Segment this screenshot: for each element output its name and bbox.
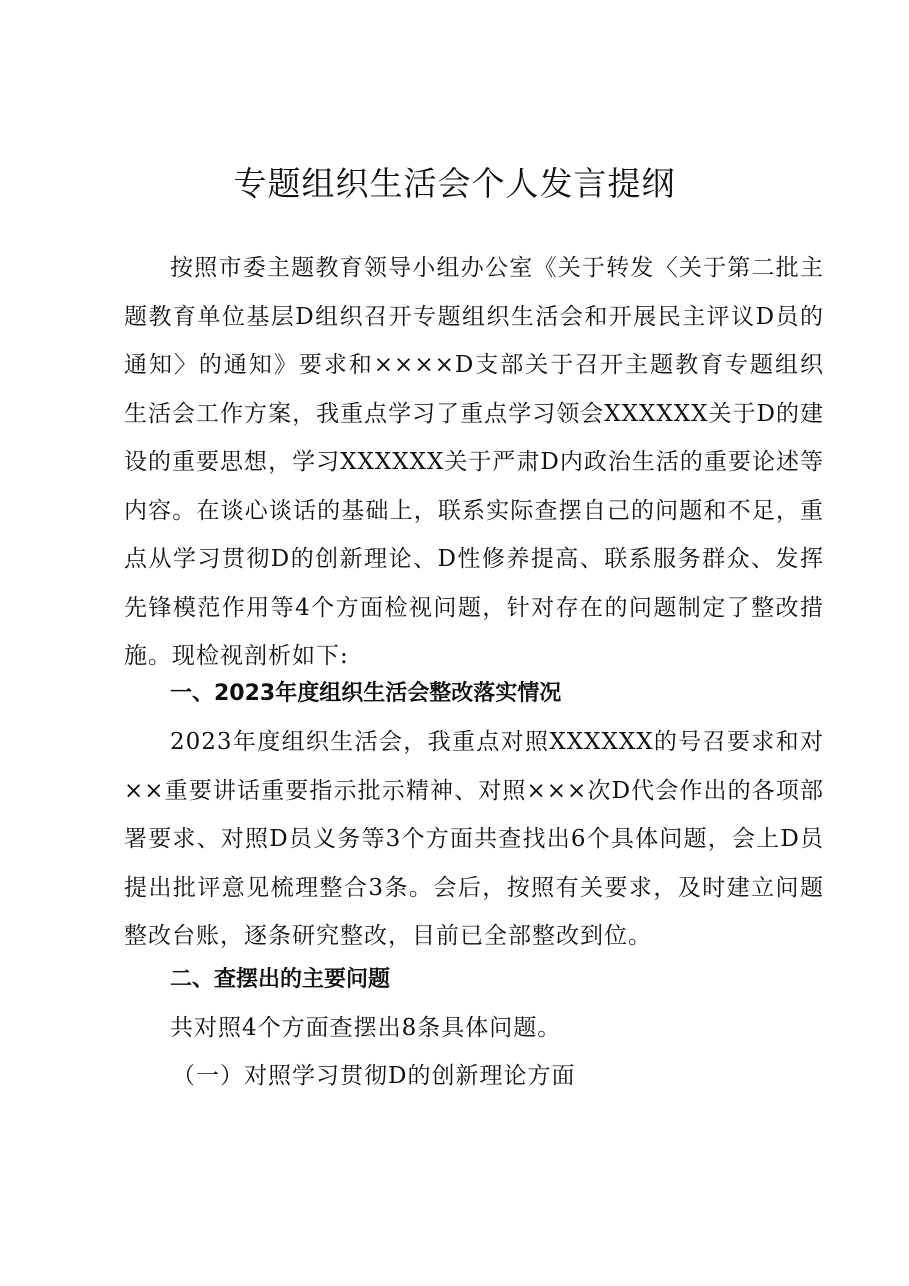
document-title: 专题组织生活会个人发言提纲 [233,164,676,203]
subsection-1-heading: （一）对照学习贯彻D的创新理论方面 [172,1063,576,1089]
intro-paragraph: 按照市委主题教育领导小组办公室《关于转发〈关于第二批主题教育单位基层D组织召开专题组织生活会和开展民主评议D员的通知〉的通知》要求和××××D支部关于召开主题教育专题组织生活会工作方案，我重点学习了重点学习领会XXXXXX关于D的建设的重要思想，学习XXXXXX关于严肃D内政治生活的重要论述等内容。在谈心谈话的基础上，联系实际查摆自己的问题和不足，重点从学习贯彻D的创新理论、D性修养提高、联系服务群众、发挥先锋模范作用等4个方面检视问题，针对存在的问题制定了整改措施。现检视剖析如下: [124,255,824,669]
section-2-heading: 二、查摆出的主要问题 [170,967,391,992]
section-1-heading: 一、2023年度组织生活会整改落实情况 [170,681,562,706]
section-1-paragraph: 2023年度组织生活会，我重点对照XXXXXX的号召要求和对××重要讲话重要指示批示精神、对照×××次D代会作出的各项部署要求、对照D员义务等3个方面共查找出6个具体问题，会上D员提出批评意见梳理整合3条。会后，按照有关要求，及时建立问题整改台账，逐条研究整改，目前已全部整改到位。 [124,729,824,949]
section-2-paragraph: 共对照4个方面查摆出8条具体问题。 [170,1015,562,1041]
